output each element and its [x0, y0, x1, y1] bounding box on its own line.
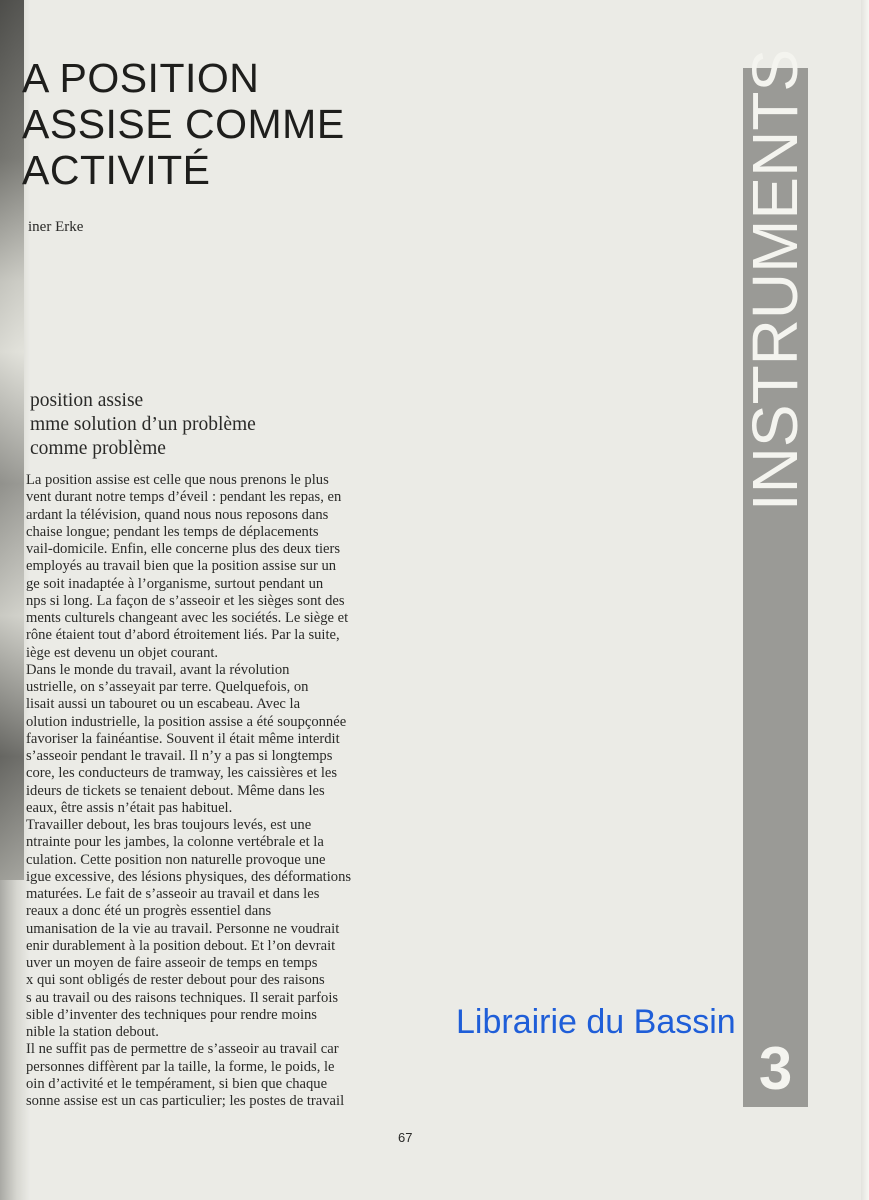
body-line: ardant la télévision, quand nous nous reposons dans	[26, 506, 329, 523]
heading-line: comme problème	[30, 438, 166, 459]
body-line: Dans le monde du travail, avant la révolution	[26, 661, 290, 678]
watermark-text: Librairie du Bassin	[456, 1003, 736, 1041]
body-line: chaise longue; pendant les temps de déplacements	[26, 523, 319, 540]
body-line: personnes diffèrent par la taille, la forme, le poids, le	[26, 1058, 335, 1075]
page-number: 67	[398, 1130, 413, 1145]
body-line: culation. Cette position non naturelle provoque une	[26, 851, 326, 868]
body-line: lisait aussi un tabouret ou un escabeau. Avec la	[26, 696, 301, 713]
body-line: s’asseoir pendant le travail. Il n’y a pas si longtemps	[26, 748, 333, 764]
body-line: s au travail ou des raisons techniques. Il serait parfois	[26, 989, 339, 1006]
body-line: favoriser la fainéantise. Souvent il était même interdit	[26, 730, 340, 747]
article-title	[22, 55, 345, 193]
body-line: ntrainte pour les jambes, la colonne vertébrale et la	[26, 834, 324, 851]
body-line: vent durant notre temps d’éveil : pendant les repas, en	[26, 489, 342, 506]
body-text	[26, 472, 406, 1110]
body-line: maturées. Le fait de s’asseoir au travail et dans les	[26, 886, 320, 902]
page-right-edge	[861, 0, 869, 1200]
body-line: nible la station debout.	[26, 1024, 159, 1040]
body-line: eaux, être assis n’était pas habituel.	[26, 799, 233, 816]
body-line: x qui sont obligés de rester debout pour des raisons	[26, 972, 325, 989]
title-line: A POSITION	[22, 55, 260, 101]
body-line: ments culturels changeant avec les sociétés. Le siège et	[26, 610, 349, 626]
body-line: rône étaient tout d’abord étroitement liés. Par la suite,	[26, 627, 340, 644]
body-line: olution industrielle, la position assise a été soupçonnée	[26, 713, 347, 730]
body-line: sible d’inventer des techniques pour rendre moins	[26, 1006, 317, 1023]
heading-line: mme solution d’un problème	[30, 414, 256, 435]
body-line: core, les conducteurs de tramway, les caissières et les	[26, 765, 338, 782]
body-line: nps si long. La façon de s’asseoir et les sièges sont des	[26, 592, 345, 609]
author-name: iner Erke	[28, 219, 84, 235]
section-label: INSTRUMENTS	[739, 48, 811, 512]
title-line: ASSISE COMME	[22, 101, 345, 147]
body-line: oin d’activité et le tempérament, si bien que chaque	[26, 1075, 328, 1092]
body-line: sonne assise est un cas particulier; les postes de travail	[26, 1093, 345, 1109]
body-line: reaux a donc été un progrès essentiel dans	[26, 903, 272, 920]
body-line: vail-domicile. Enfin, elle concerne plus des deux tiers	[26, 541, 341, 557]
body-line: employés au travail bien que la position assise sur un	[26, 558, 337, 575]
section-heading	[30, 389, 256, 461]
body-line: Travailler debout, les bras toujours levés, est une	[26, 817, 312, 833]
title-line: ACTIVITÉ	[22, 147, 211, 193]
body-line: umanisation de la vie au travail. Personne ne voudrait	[26, 920, 340, 937]
body-line: ideurs de tickets se tenaient debout. Même dans les	[26, 782, 325, 799]
body-line: ustrielle, on s’asseyait par terre. Quelquefois, on	[26, 679, 309, 695]
body-line: ge soit inadaptée à l’organisme, surtout pendant un	[26, 575, 324, 592]
cropped-photo-edge	[0, 0, 24, 880]
section-number: 3	[758, 1035, 793, 1102]
body-line: Il ne suffit pas de permettre de s’asseoir au travail car	[26, 1041, 339, 1058]
body-line: uver un moyen de faire asseoir de temps en temps	[26, 955, 318, 971]
body-line: La position assise est celle que nous prenons le plus	[26, 472, 329, 488]
body-line: igue excessive, des lésions physiques, des déformations	[26, 868, 352, 885]
heading-line: position assise	[30, 390, 144, 411]
body-line: enir durablement à la position debout. Et l’on devrait	[26, 937, 336, 954]
body-line: iège est devenu un objet courant.	[26, 644, 219, 661]
